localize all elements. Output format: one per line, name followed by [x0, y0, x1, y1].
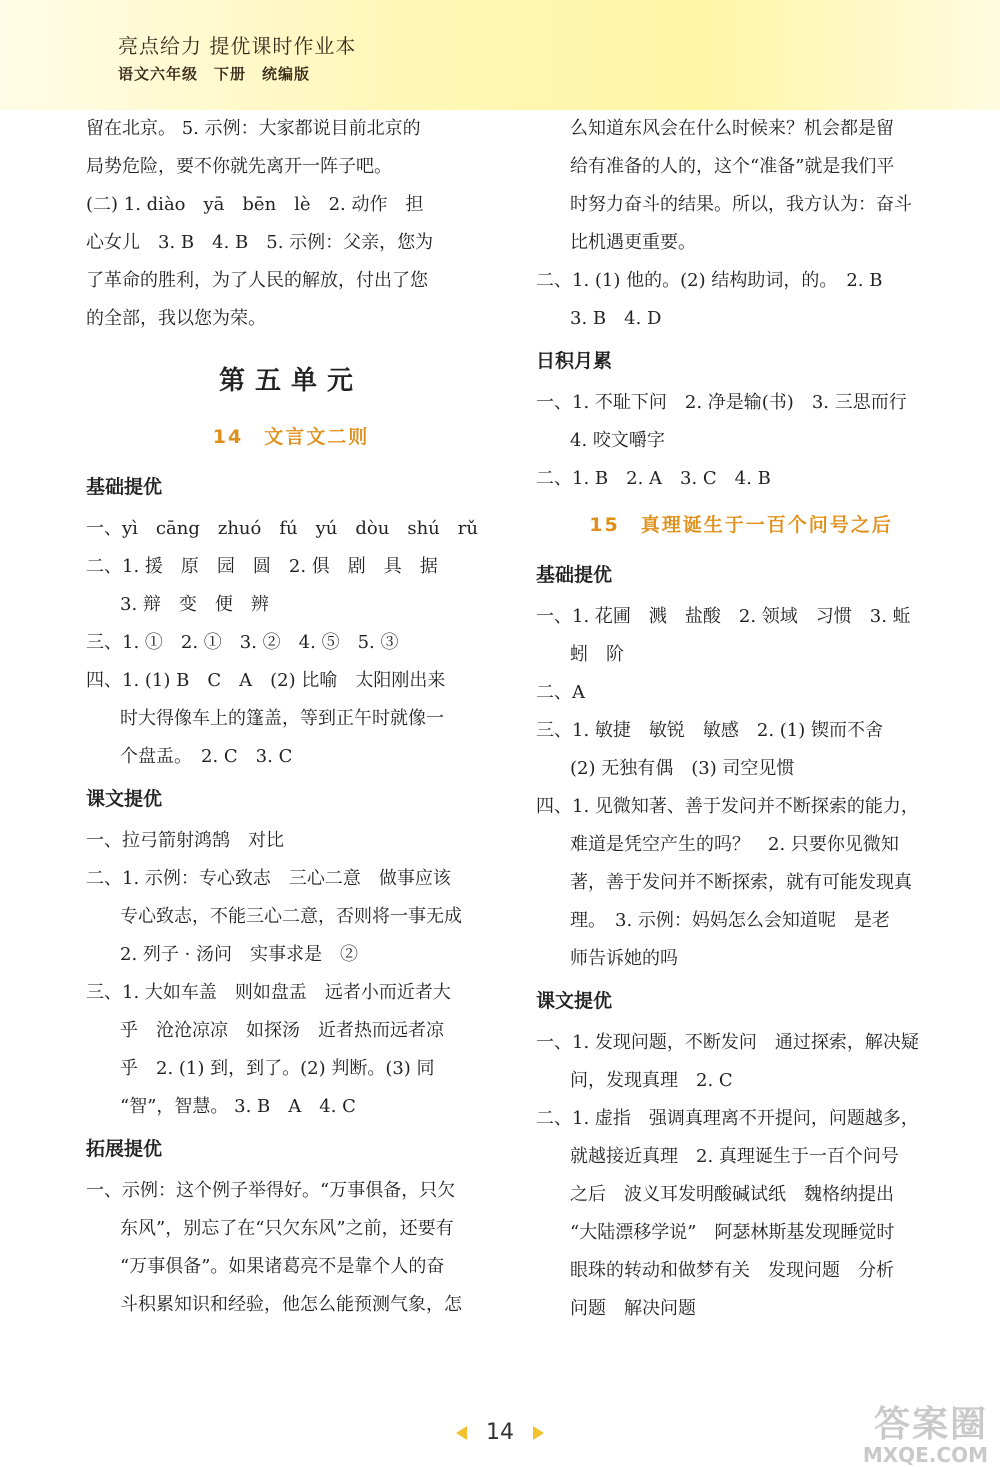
page-number: 14: [486, 1420, 514, 1445]
answer-line: 问，发现真理 2. C: [570, 1070, 733, 1091]
answer-line: 了革命的胜利，为了人民的解放，付出了您: [86, 270, 428, 291]
answer-line: 给有准备的人的，这个“准备”就是我们平: [570, 156, 895, 177]
section-heading: 课文提优: [536, 990, 613, 1012]
answer-line: “万事俱备”。如果诸葛亮不是靠个人的奋: [120, 1256, 445, 1277]
left-column: [86, 110, 496, 1324]
answer-line: 难道是凭空产生的吗？ 2. 只要你见微知: [570, 834, 899, 855]
page-header: [118, 30, 356, 84]
answer-line: 二、1. 示例：专心致志 三心二意 做事应该: [86, 868, 451, 889]
answer-line: 之后 波义耳发明酸碱试纸 魏格纳提出: [570, 1184, 894, 1205]
answer-line: 蚓 阶: [570, 644, 624, 665]
answer-line: 个盘盂。 2. C 3. C: [120, 746, 293, 767]
section-heading: 日积月累: [536, 350, 613, 372]
answer-line: 一、1. 发现问题，不断发问 通过探索，解决疑: [536, 1032, 919, 1053]
page-footer: [0, 1420, 1000, 1445]
answer-line: 比机遇更重要。: [570, 232, 696, 253]
lesson-title: 15 真理诞生于一百个问号之后: [589, 514, 893, 536]
answer-line: “智”，智慧。 3. B A 4. C: [120, 1096, 356, 1117]
section-heading: 拓展提优: [86, 1138, 163, 1160]
answer-line: 理。 3. 示例：妈妈怎么会知道呢 是老: [570, 910, 890, 931]
answer-line: 的全部，我以您为荣。: [86, 308, 266, 329]
section-heading: 基础提优: [536, 564, 613, 586]
right-column: [536, 110, 946, 1328]
answer-line: 四、1. 见微知著、善于发问并不断探索的能力，: [536, 796, 919, 817]
answer-line: 时大得像车上的篷盖，等到正午时就像一: [120, 708, 444, 729]
answer-line: 3. 辩 变 便 辨: [120, 594, 269, 615]
answer-line: 东风”，别忘了在“只欠东风”之前，还要有: [120, 1218, 454, 1239]
section-heading: 基础提优: [86, 476, 163, 498]
answer-line: 三、1. ① 2. ① 3. ② 4. ⑤ 5. ③: [86, 632, 399, 653]
section-heading: 课文提优: [86, 788, 163, 810]
answer-line: 四、1. (1) B C A (2) 比喻 太阳刚出来: [86, 670, 446, 691]
answer-line: “大陆漂移学说” 阿瑟林斯基发现睡觉时: [570, 1222, 895, 1243]
answer-line: 一、拉弓箭射鸿鹄 对比: [86, 830, 284, 851]
answer-line: 二、1. 援 原 园 圆 2. 俱 剧 具 据: [86, 556, 438, 577]
answer-line: 二、1. 虚指 强调真理离不开提问，问题越多，: [536, 1108, 919, 1129]
watermark-url: MXQE.COM: [862, 1443, 988, 1467]
lesson-title: 14 文言文二则: [212, 426, 370, 448]
answer-line: 3. B 4. D: [570, 308, 662, 329]
answer-line: 著，善于发问并不断探索，就有可能发现真: [570, 872, 912, 893]
answer-line: 斗积累知识和经验，他怎么能预测气象，怎: [120, 1294, 462, 1315]
answer-line: 三、1. 敏捷 敏锐 敏感 2. (1) 锲而不舍: [536, 720, 884, 741]
answer-line: 专心致志，不能三心二意，否则将一事无成: [120, 906, 462, 927]
answer-line: 二、1. (1) 他的。(2) 结构助词，的。 2. B: [536, 270, 883, 291]
answer-line: 问题 解决问题: [570, 1298, 696, 1319]
page-next-arrow-icon: [533, 1426, 544, 1440]
answer-line: 么知道东风会在什么时候来？机会都是留: [570, 118, 894, 139]
answer-line: (二) 1. diào yā bēn lè 2. 动作 担: [86, 194, 424, 215]
book-subtitle: 语文六年级 下册 统编版: [118, 65, 311, 83]
answer-line: 三、1. 大如车盖 则如盘盂 远者小而近者大: [86, 982, 451, 1003]
answer-line: 乎 2. (1) 到，到了。(2) 判断。(3) 同: [120, 1058, 435, 1079]
book-title: 亮点给力 提优课时作业本: [118, 34, 357, 58]
answer-line: 眼珠的转动和做梦有关 发现问题 分析: [570, 1260, 894, 1281]
answer-line: 心女儿 3. B 4. B 5. 示例：父亲，您为: [86, 232, 434, 253]
unit-title: 第五单元: [218, 366, 363, 396]
watermark-logo-text: 答案圈: [873, 1404, 988, 1445]
answer-line: 4. 咬文嚼字: [570, 430, 665, 451]
answer-line: 留在北京。 5. 示例：大家都说目前北京的: [86, 118, 421, 139]
answer-line: 二、A: [536, 682, 585, 703]
answer-line: (2) 无独有偶 (3) 司空见惯: [570, 758, 795, 779]
answer-line: 一、示例：这个例子举得好。“万事俱备，只欠: [86, 1180, 456, 1201]
site-watermark: [863, 1396, 988, 1467]
answer-line: 2. 列子 · 汤问 实事求是 ②: [120, 944, 359, 965]
answer-line: 时努力奋斗的结果。所以，我方认为：奋斗: [570, 194, 912, 215]
answer-line: 一、1. 花圃 溅 盐酸 2. 领域 习惯 3. 蚯: [536, 606, 911, 627]
answer-line: 局势危险，要不你就先离开一阵子吧。: [86, 156, 392, 177]
page-prev-arrow-icon: [456, 1426, 467, 1440]
answer-line: 就越接近真理 2. 真理诞生于一百个问号: [570, 1146, 899, 1167]
answer-line: 一、yì cāng zhuó fú yú dòu shú rǔ: [86, 518, 478, 539]
answer-line: 一、1. 不耻下问 2. 净是输(书) 3. 三思而行: [536, 392, 907, 413]
answer-line: 乎 沧沧凉凉 如探汤 近者热而远者凉: [120, 1020, 444, 1041]
answer-line: 师告诉她的吗: [570, 948, 678, 969]
answer-line: 二、1. B 2. A 3. C 4. B: [536, 468, 771, 489]
